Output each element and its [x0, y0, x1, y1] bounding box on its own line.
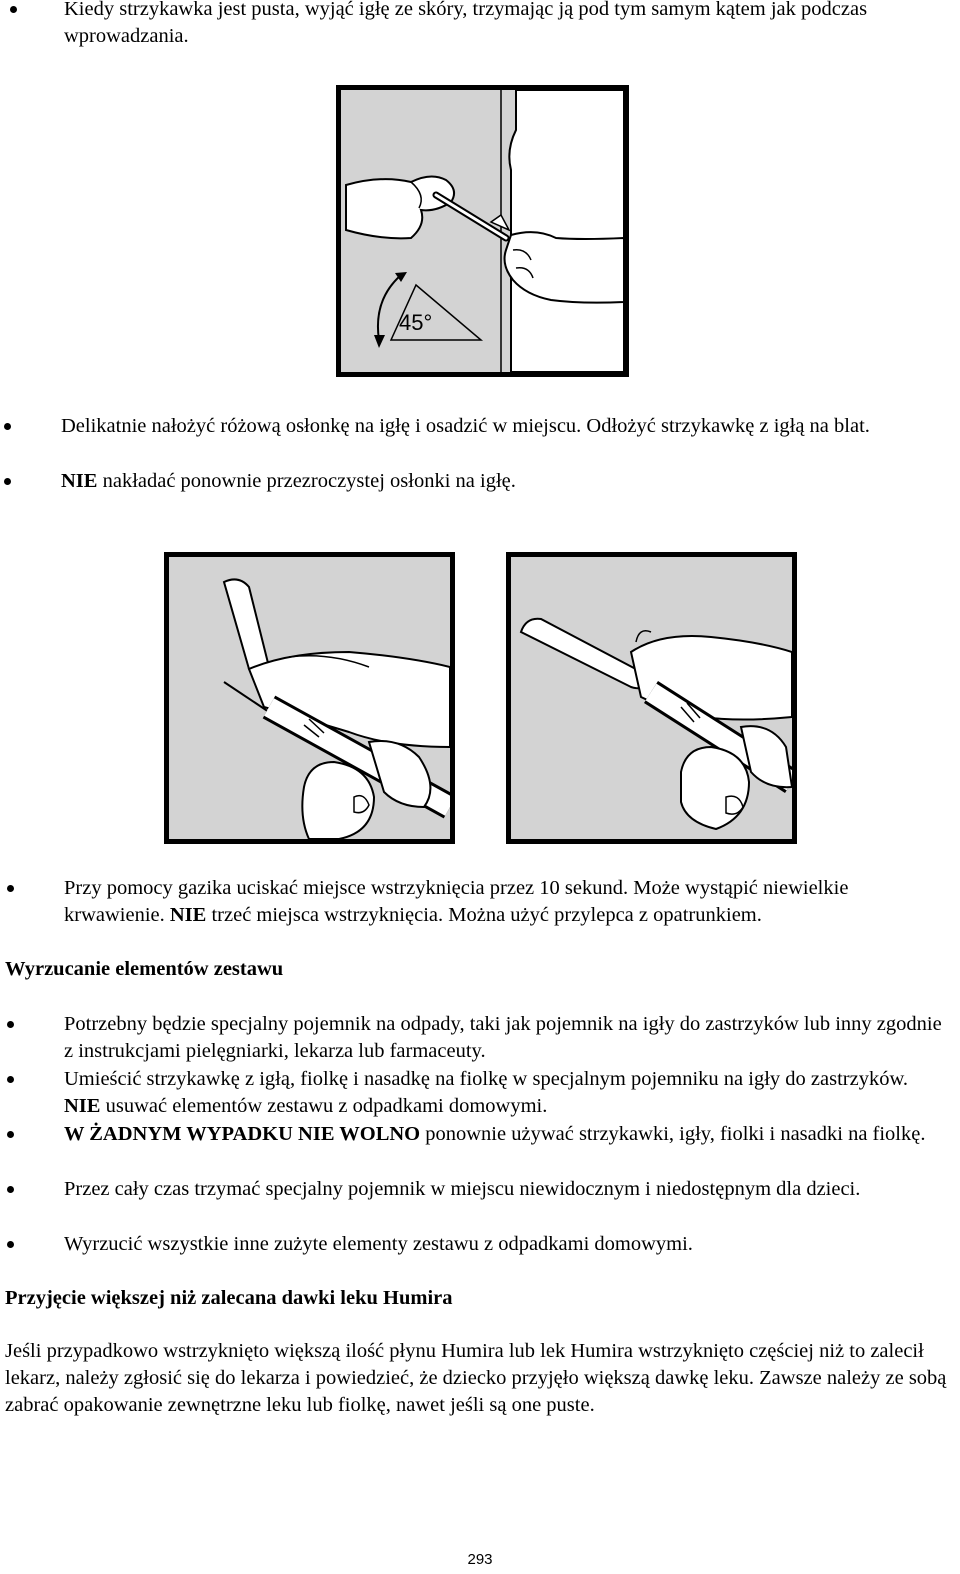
bullet-marker [4, 478, 11, 485]
instruction-attach-pink-cap: Delikatnie nałożyć różową osłonkę na igłę i osadzić w miejscu. Odłożyć strzykawkę z igłą na blat. [61, 415, 870, 437]
emphasis-no: NIE [64, 1095, 101, 1117]
emphasis-never: W ŻADNYM WYPADKU NIE WOLNO [64, 1123, 421, 1145]
figure-cap-step-1 [164, 552, 455, 844]
cap-step-1-illustration [169, 557, 450, 839]
emphasis-no: NIE [169, 904, 207, 926]
disposal-item-place-in-container [64, 1066, 944, 1120]
instruction-text: Przy pomocy gazika uciskać miejsce wstrzyknięcia przez 10 sekund. Może wystąpić niewielkie krwawienie. [64, 877, 849, 926]
instruction-text: nakładać ponownie przezroczystej osłonki na igłę. [97, 470, 516, 492]
instruction-text: Umieścić strzykawkę z igłą, fiolkę i nasadkę na fiolkę w specjalnym pojemniku na igły do zastrzyków. [64, 1068, 909, 1090]
instruction-text: trzeć miejsca wstrzyknięcia. Można użyć przylepca z opatrunkiem. [206, 904, 762, 926]
cap-step-2-illustration [511, 557, 792, 839]
figure-needle-withdrawal [336, 85, 629, 377]
disposal-item-keep-away: Przez cały czas trzymać specjalny pojemnik w miejscu niewidocznym i niedostępnym dla dzieci. [64, 1178, 861, 1200]
bullet-marker [7, 885, 14, 892]
heading-overdose: Przyjęcie większej niż zalecana dawki leku Humira [5, 1287, 453, 1309]
bullet-marker [7, 1186, 14, 1193]
instruction-withdraw-needle: Kiedy strzykawka jest pusta, wyjąć igłę ze skóry, trzymając ją pod tym samym kątem jak podczas wprowadzania. [64, 0, 868, 47]
bullet-marker [7, 1241, 14, 1248]
disposal-item-no-reuse [64, 1121, 954, 1148]
page-number: 293 [467, 1551, 493, 1568]
bullet-marker [7, 1021, 14, 1028]
bullet-marker [4, 423, 11, 430]
disposal-item-container: Potrzebny będzie specjalny pojemnik na odpady, taki jak pojemnik na igły do zastrzyków lub inny zgodnie z instrukcjami pielęgniarki, lekarza lub farmaceuty. [64, 1013, 942, 1062]
bullet-marker [7, 1131, 14, 1138]
emphasis-no: NIE [61, 470, 98, 492]
bullet-marker [7, 1076, 14, 1083]
instruction-text: usuwać elementów zestawu z odpadkami domowymi. [100, 1095, 548, 1117]
instruction-no-recap [61, 468, 941, 495]
disposal-item-household: Wyrzucić wszystkie inne zużyte elementy zestawu z odpadkami domowymi. [64, 1233, 693, 1255]
heading-disposal: Wyrzucanie elementów zestawu [5, 958, 284, 980]
overdose-paragraph: Jeśli przypadkowo wstrzyknięto większą ilość płynu Humira lub lek Humira wstrzyknięto częściej niż to zalecił lekarz, należy zgłosić się do lekarza i powiedzieć, że dziecko przyjęło większą dawkę leku. Zawsze należy ze sobą zabrać opakowanie zewnętrzne leku lub fiolkę, nawet jeśli są one puste. [5, 1340, 947, 1416]
bullet-marker [10, 6, 17, 13]
instruction-press-gauze [64, 875, 954, 929]
needle-withdrawal-illustration [341, 90, 624, 372]
instruction-text: ponownie używać strzykawki, igły, fiolki i nasadki na fiolkę. [420, 1123, 926, 1145]
figure-cap-step-2 [506, 552, 797, 844]
angle-label: 45° [399, 310, 433, 335]
